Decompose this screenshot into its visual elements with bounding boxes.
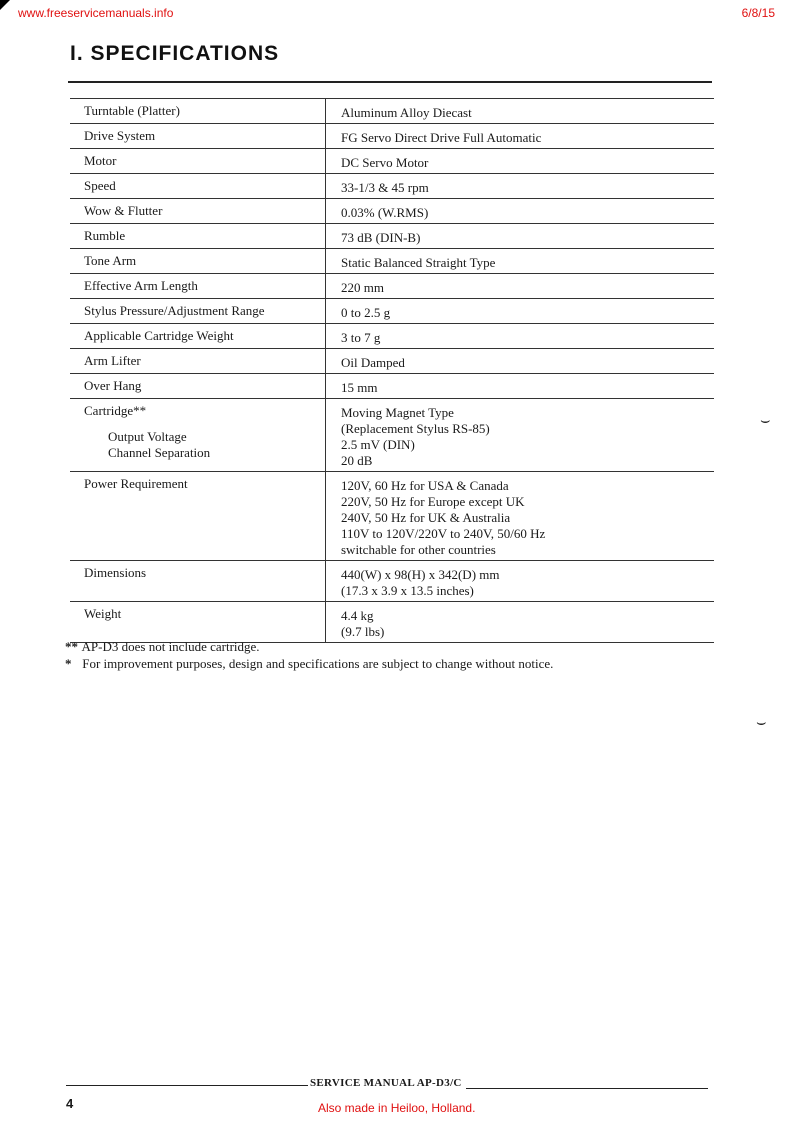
footnote: ** AP-D3 does not include cartridge. <box>65 639 260 654</box>
spec-row <box>70 349 714 374</box>
spec-value: 120V, 60 Hz for USA & Canada 220V, 50 Hz for Europe except UK 240V, 50 Hz for UK & Australia 110V to 120V/220V to 240V, 50/60 Hz switchable for other countries <box>341 478 546 557</box>
spec-value: DC Servo Motor <box>341 155 429 170</box>
spec-label: Wow & Flutter <box>70 199 326 223</box>
spec-label: Over Hang <box>70 374 326 398</box>
spec-value: FG Servo Direct Drive Full Automatic <box>341 130 542 145</box>
spec-label: Dimensions <box>70 561 326 601</box>
spec-row <box>70 602 714 643</box>
spec-row <box>70 174 714 199</box>
footer-rule <box>466 1088 708 1089</box>
spec-value: 73 dB (DIN-B) <box>341 230 421 245</box>
spec-sub-label: Output Voltage <box>108 429 187 444</box>
footnotes <box>65 638 553 672</box>
spec-row <box>70 249 714 274</box>
source-link[interactable]: www.freeservicemanuals.info <box>18 6 174 20</box>
spec-row <box>70 124 714 149</box>
spec-label: Motor <box>70 149 326 173</box>
footnote: * For improvement purposes, design and specifications are subject to change without notice. <box>65 656 554 671</box>
spec-label: Power Requirement <box>70 472 326 560</box>
spec-label: Effective Arm Length <box>70 274 326 298</box>
spec-sub-label: Channel Separation <box>108 445 211 460</box>
spec-row <box>70 374 714 399</box>
spec-row <box>70 399 714 472</box>
spec-row <box>70 324 714 349</box>
spec-label: Cartridge** Output Voltage Channel Separation <box>70 399 326 471</box>
spec-value: 15 mm <box>341 380 378 395</box>
spec-row <box>70 149 714 174</box>
title-divider <box>68 81 712 83</box>
spec-label: Speed <box>70 174 326 198</box>
spec-value: Oil Damped <box>341 355 405 370</box>
corner-mark <box>0 0 10 10</box>
spec-value: 0 to 2.5 g <box>341 305 391 320</box>
spec-value: Aluminum Alloy Diecast <box>341 105 472 120</box>
spec-row <box>70 274 714 299</box>
spec-row <box>70 199 714 224</box>
spec-value: 0.03% (W.RMS) <box>341 205 429 220</box>
spec-label: Tone Arm <box>70 249 326 273</box>
spec-value: Moving Magnet Type (Replacement Stylus RS-85) 2.5 mV (DIN) 20 dB <box>341 405 490 468</box>
header-date: 6/8/15 <box>741 6 775 20</box>
spec-row <box>70 472 714 561</box>
spec-row <box>70 561 714 602</box>
spec-value: 220 mm <box>341 280 384 295</box>
spec-label: Arm Lifter <box>70 349 326 373</box>
footer-note: Also made in Heiloo, Holland. <box>318 1101 476 1115</box>
spec-value: 33-1/3 & 45 rpm <box>341 180 429 195</box>
page-title: I. SPECIFICATIONS <box>70 42 280 65</box>
spec-label: Turntable (Platter) <box>70 99 326 123</box>
spec-label: Stylus Pressure/Adjustment Range <box>70 299 326 323</box>
spec-row <box>70 98 714 124</box>
spec-value: 3 to 7 g <box>341 330 381 345</box>
margin-mark: ⌣ <box>760 410 771 429</box>
page-number: 4 <box>66 1096 74 1111</box>
spec-label: Rumble <box>70 224 326 248</box>
spec-label: Drive System <box>70 124 326 148</box>
spec-row <box>70 299 714 324</box>
footer-rule <box>66 1085 308 1086</box>
spec-value: 440(W) x 98(H) x 342(D) mm (17.3 x 3.9 x 13.5 inches) <box>341 567 500 598</box>
spec-table <box>70 98 714 643</box>
spec-value: 4.4 kg (9.7 lbs) <box>341 608 385 639</box>
spec-label: Weight <box>70 602 326 642</box>
spec-label: Applicable Cartridge Weight <box>70 324 326 348</box>
spec-row <box>70 224 714 249</box>
margin-mark: ⌣ <box>756 712 767 731</box>
footer-manual-label: SERVICE MANUAL AP-D3/C <box>310 1077 462 1089</box>
spec-value: Static Balanced Straight Type <box>341 255 496 270</box>
